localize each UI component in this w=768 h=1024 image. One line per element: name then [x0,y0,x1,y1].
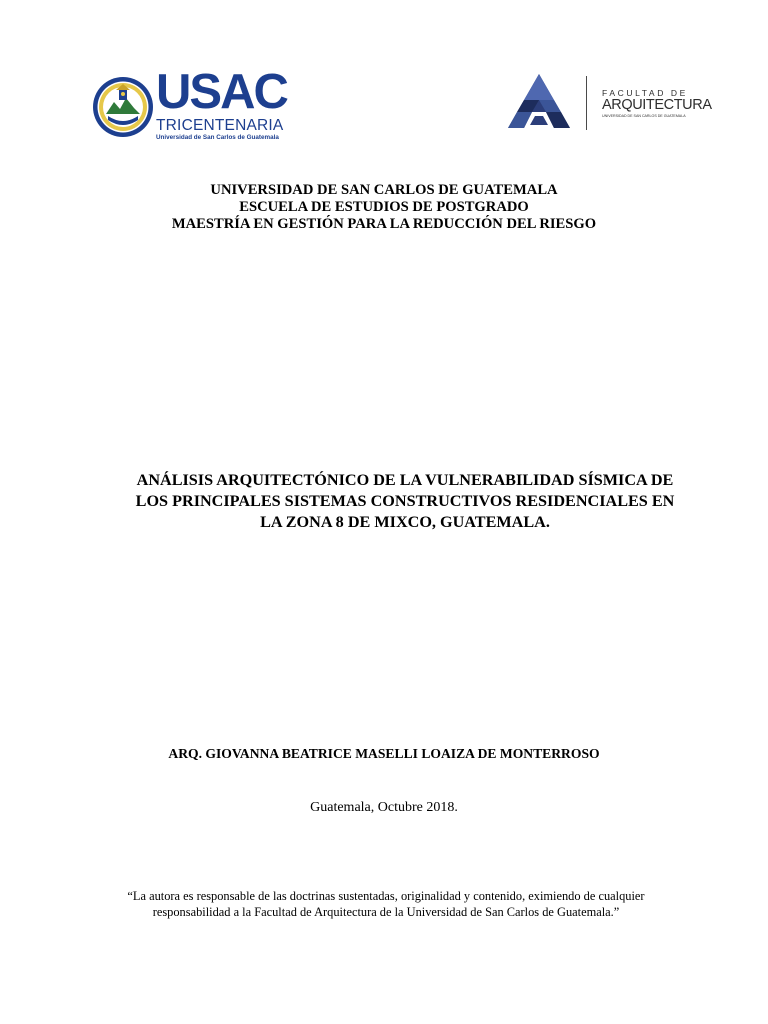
disclaimer-line: responsabilidad a la Facultad de Arquitectura de la Universidad de San Carlos de Guatemala.” [152,904,620,919]
university-name: UNIVERSIDAD DE SAN CARLOS DE GUATEMALA [210,182,558,198]
usac-logo [92,65,288,146]
usac-subtitle: Universidad de San Carlos de Guatemala [156,134,279,141]
thesis-title [100,470,710,533]
disclaimer-line: “La autora es responsable de las doctrinas sustentadas, originalidad y contenido, eximiendo de cualquier [127,889,645,903]
logo-divider [586,76,587,130]
facultad-label: FACULTAD DE [602,88,688,98]
title-line: LA ZONA 8 DE MIXCO, GUATEMALA. [260,513,550,531]
title-line: ANÁLISIS ARQUITECTÓNICO DE LA VULNERABILIDAD SÍSMICA DE [136,471,674,489]
disclaimer [80,889,692,920]
usac-wordmark: USAC [156,65,287,119]
school-name: ESCUELA DE ESTUDIOS DE POSTGRADO [239,199,529,215]
place-date: Guatemala, Octubre 2018. [310,800,458,815]
facultad-logo [506,72,712,134]
university-seal-icon [92,76,154,138]
title-line: LOS PRINCIPALES SISTEMAS CONSTRUCTIVOS RESIDENCIALES EN [135,492,675,510]
facultad-university-label: UNIVERSIDAD DE SAN CARLOS DE GUATEMALA [602,114,686,118]
program-name: MAESTRÍA EN GESTIÓN PARA LA REDUCCIÓN DEL RIESGO [171,216,597,232]
author-name: ARQ. GIOVANNA BEATRICE MASELLI LOAIZA DE MONTERROSO [168,746,600,761]
arquitectura-label: ARQUITECTURA [602,97,712,113]
usac-tagline: TRICENTENARIA [156,117,284,134]
institution-header [0,182,768,233]
geometric-cube-icon [506,72,572,132]
